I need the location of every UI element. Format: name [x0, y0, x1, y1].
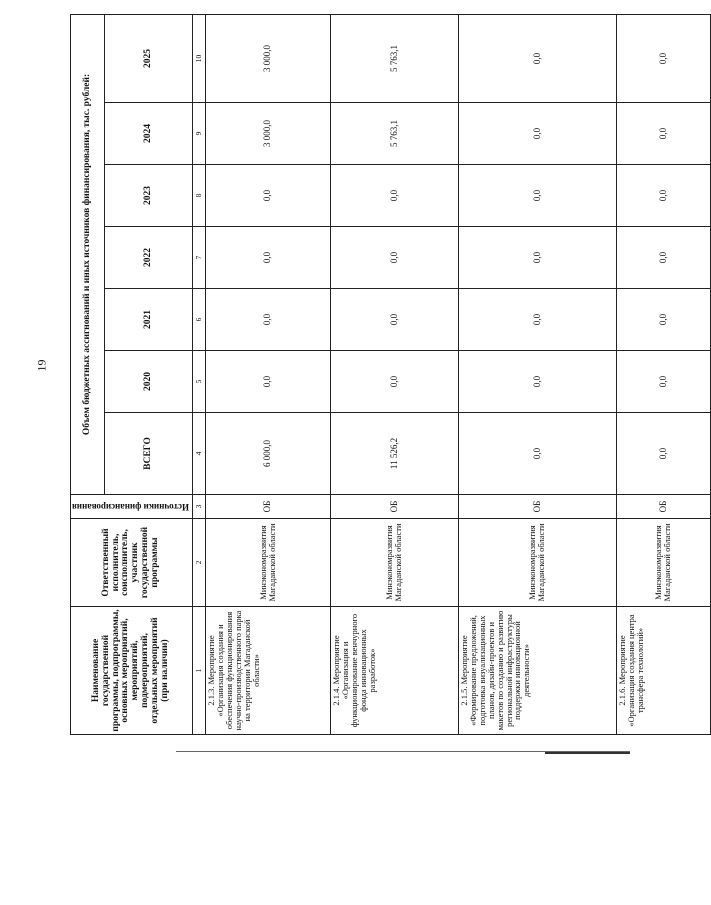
row-responsible: Минэкономразвития Магаданской области — [616, 519, 710, 607]
header-year-2020: 2020 — [105, 351, 193, 413]
page-number: 19 — [34, 359, 49, 372]
row-value: 0,0 — [330, 165, 458, 227]
row-source: ОБ — [205, 495, 330, 519]
row-value: 0,0 — [616, 103, 710, 165]
row-value: 6 000,0 — [205, 413, 330, 495]
row-value: 0,0 — [458, 15, 616, 103]
rotated-table-container — [70, 15, 673, 735]
row-value: 0,0 — [458, 351, 616, 413]
row-value: 0,0 — [616, 413, 710, 495]
column-index: 8 — [192, 165, 205, 227]
row-value: 0,0 — [330, 227, 458, 289]
header-total: ВСЕГО — [105, 413, 193, 495]
table-row — [458, 15, 616, 735]
row-value: 0,0 — [330, 289, 458, 351]
table-row — [205, 15, 330, 735]
header-name: Наименование государственной программы, подпрограммы, основных мероприятий, мероприятий, подмероприятий, отдельных мероприятий (при наличии) — [71, 607, 193, 735]
row-responsible: Минэкономразвития Магаданской области — [205, 519, 330, 607]
row-name: 2.1.5. Мероприятие «Формирование предложений, подготовка визуализационных планов, дизайн-проектов и макетов по созданию и развитию региональной инфраструктуры поддержки инновационной деятельности» — [458, 607, 616, 735]
row-value: 3 000,0 — [205, 15, 330, 103]
row-value: 5 763,1 — [330, 15, 458, 103]
footer-rule-bold — [545, 752, 630, 754]
row-value: 0,0 — [458, 413, 616, 495]
row-source: ОБ — [616, 495, 710, 519]
row-value: 0,0 — [616, 165, 710, 227]
row-responsible: Минэкономразвития Магаданской области — [458, 519, 616, 607]
row-value: 0,0 — [616, 15, 710, 103]
row-value: 0,0 — [616, 289, 710, 351]
header-year-2022: 2022 — [105, 227, 193, 289]
column-index: 9 — [192, 103, 205, 165]
row-name: 2.1.3. Мероприятие «Организация создания и обеспечения функционирования научно-производственного парка на территории Магаданской области» — [205, 607, 330, 735]
row-source: ОБ — [330, 495, 458, 519]
header-year-2023: 2023 — [105, 165, 193, 227]
table-row — [330, 15, 458, 735]
row-name: 2.1.4. Мероприятие «Организация и функционирование венчурного фонда инновационных разработок» — [330, 607, 458, 735]
row-value: 0,0 — [458, 289, 616, 351]
row-value: 11 526,2 — [330, 413, 458, 495]
row-value: 0,0 — [330, 351, 458, 413]
row-value: 0,0 — [616, 351, 710, 413]
column-index: 10 — [192, 15, 205, 103]
column-index: 7 — [192, 227, 205, 289]
header-year-2021: 2021 — [105, 289, 193, 351]
row-value: 0,0 — [458, 227, 616, 289]
row-value: 0,0 — [458, 103, 616, 165]
row-value: 0,0 — [205, 351, 330, 413]
row-name: 2.1.6. Мероприятие «Организация создания центра трансфера технологий» — [616, 607, 710, 735]
header-volume: Объем бюджетных ассигнований и иных источников финансирования, тыс. рублей: — [71, 15, 105, 495]
column-index: 1 — [192, 607, 205, 735]
column-index: 4 — [192, 413, 205, 495]
row-value: 0,0 — [616, 227, 710, 289]
header-responsible: Ответственный исполнитель, соисполнитель, участник государственной программы — [71, 519, 193, 607]
header-year-2025: 2025 — [105, 15, 193, 103]
row-responsible: Минэкономразвития Магаданской области — [330, 519, 458, 607]
column-index: 3 — [192, 495, 205, 519]
row-value: 0,0 — [205, 227, 330, 289]
row-value: 5 763,1 — [330, 103, 458, 165]
column-index: 6 — [192, 289, 205, 351]
header-source — [71, 495, 193, 519]
header-source-text: Источники финансирования — [72, 502, 189, 513]
header-year-2024: 2024 — [105, 103, 193, 165]
row-source: ОБ — [458, 495, 616, 519]
row-value: 0,0 — [205, 165, 330, 227]
row-value: 0,0 — [205, 289, 330, 351]
column-index: 2 — [192, 519, 205, 607]
column-index: 5 — [192, 351, 205, 413]
row-value: 0,0 — [458, 165, 616, 227]
row-value: 3 000,0 — [205, 103, 330, 165]
table-row — [616, 15, 710, 735]
funding-table — [70, 14, 711, 735]
